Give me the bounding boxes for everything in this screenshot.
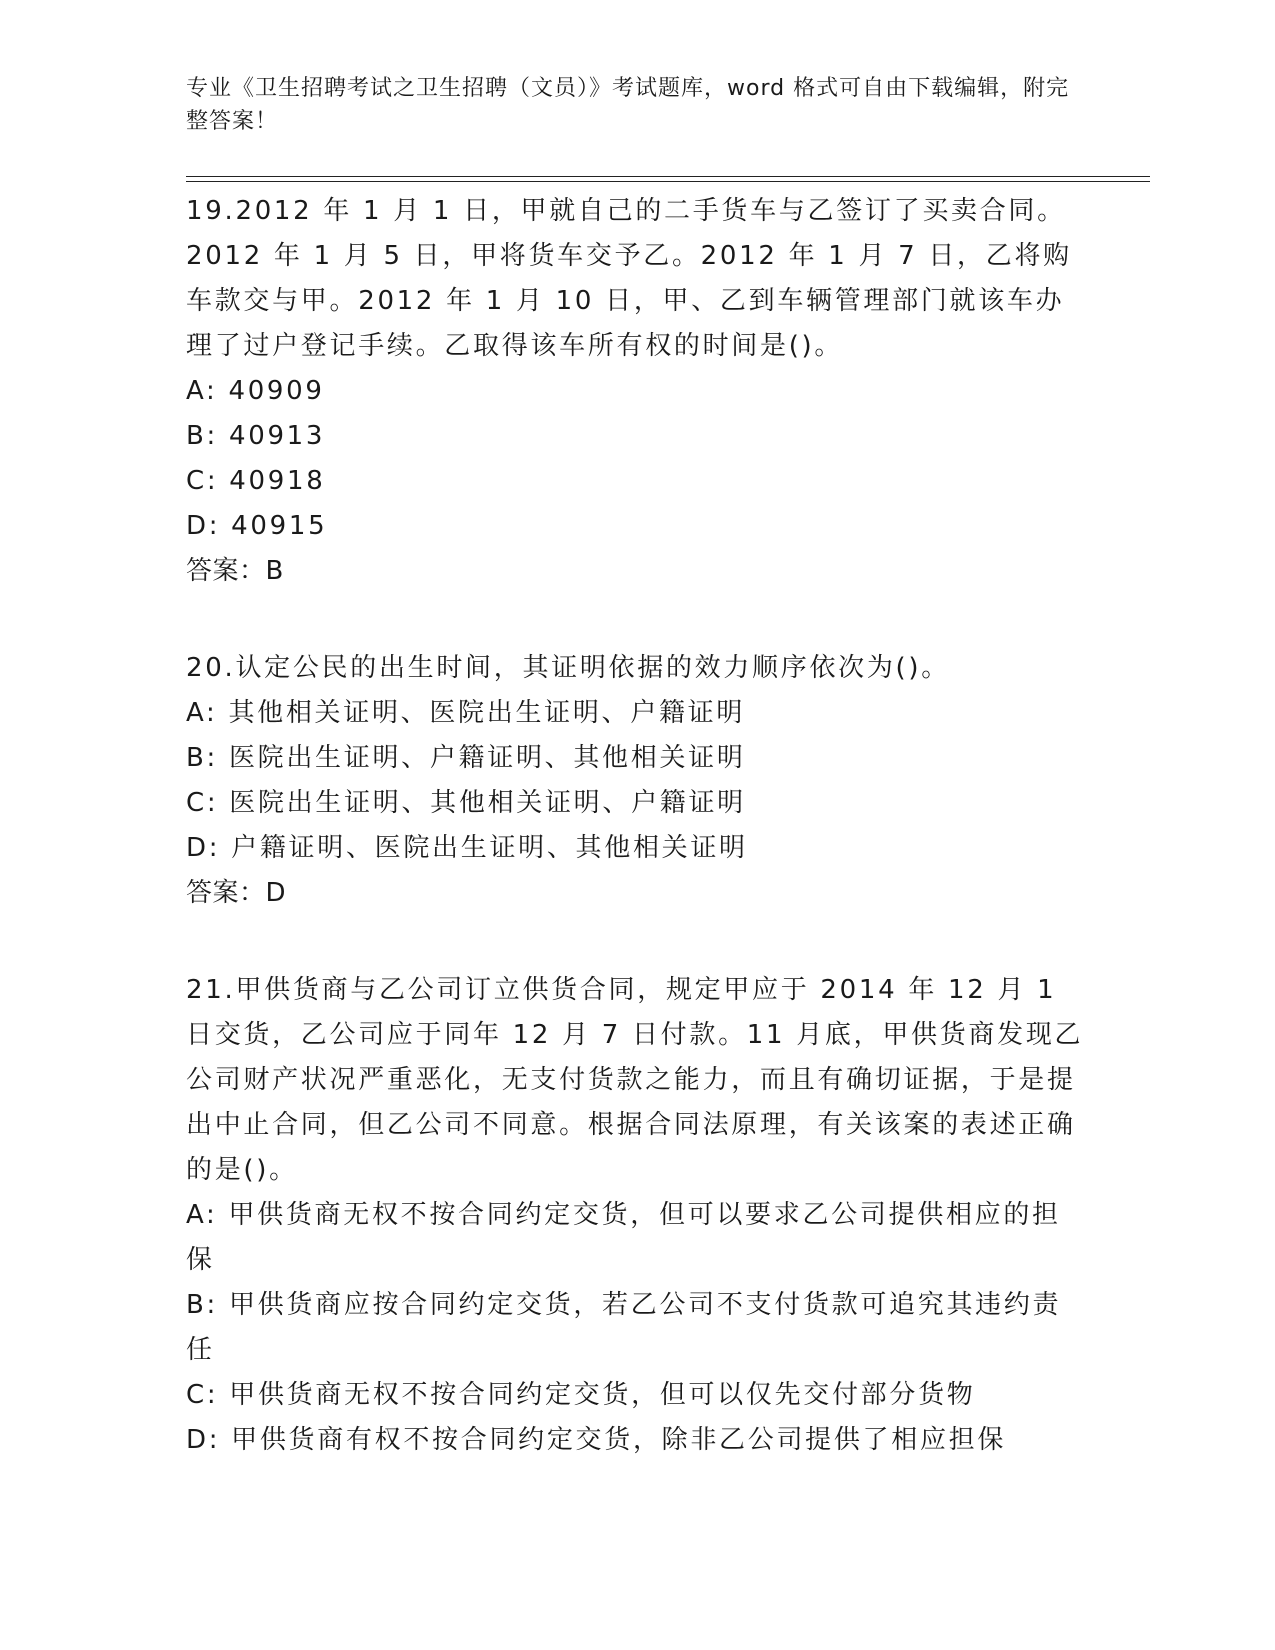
header-text: 专业《卫生招聘考试之卫生招聘（文员）》考试题库，word 格式可自由下载编辑，附完整答案！ [186, 76, 1070, 134]
option-a: A: 40909 [186, 376, 325, 406]
option-b: B: 40913 [186, 421, 326, 451]
answer: 答案：D [186, 878, 287, 908]
option-b: B: 医院出生证明、户籍证明、其他相关证明 [186, 743, 746, 773]
question-stem: 21.甲供货商与乙公司订立供货合同，规定甲应于 2014 年 12 月 1 日交货，乙公司应于同年 12 月 7 日付款。11 月底，甲供货商发现乙公司财产状况严重恶化，无支付货款之能力，而且有确切证据，于是提出中止合同，但乙公司不同意。根据合同法原理，有关该案的表述正确的是()。 [186, 975, 1084, 1185]
question-19 [186, 189, 1086, 594]
header-rule-bottom [186, 181, 1150, 182]
header-rule-top [186, 176, 1150, 177]
option-d: D: 户籍证明、医院出生证明、其他相关证明 [186, 833, 748, 863]
option-c: C: 40918 [186, 466, 326, 496]
option-d: D: 甲供货商有权不按合同约定交货，除非乙公司提供了相应担保 [186, 1425, 1007, 1455]
question-list [186, 189, 1086, 1515]
document-header [186, 72, 1086, 138]
option-d: D: 40915 [186, 511, 328, 541]
option-a: A: 甲供货商无权不按合同约定交货，但可以要求乙公司提供相应的担保 [186, 1200, 1061, 1275]
question-stem: 20.认定公民的出生时间，其证明依据的效力顺序依次为()。 [186, 653, 950, 683]
option-b: B: 甲供货商应按合同约定交货，若乙公司不支付货款可追究其违约责任 [186, 1290, 1062, 1365]
answer: 答案：B [186, 556, 284, 586]
option-c: C: 甲供货商无权不按合同约定交货，但可以仅先交付部分货物 [186, 1380, 976, 1410]
question-stem: 19.2012 年 1 月 1 日，甲就自己的二手货车与乙签订了买卖合同。2012 年 1 月 5 日，甲将货车交予乙。2012 年 1 月 7 日，乙将购车款交与甲。2012 年 1 月 10 日，甲、乙到车辆管理部门就该车办理了过户登记手续。乙取得该车所有权的时间是()。 [186, 196, 1072, 361]
question-20 [186, 646, 1086, 916]
option-c: C: 医院出生证明、其他相关证明、户籍证明 [186, 788, 746, 818]
option-a: A: 其他相关证明、医院出生证明、户籍证明 [186, 698, 746, 728]
question-21 [186, 968, 1086, 1463]
